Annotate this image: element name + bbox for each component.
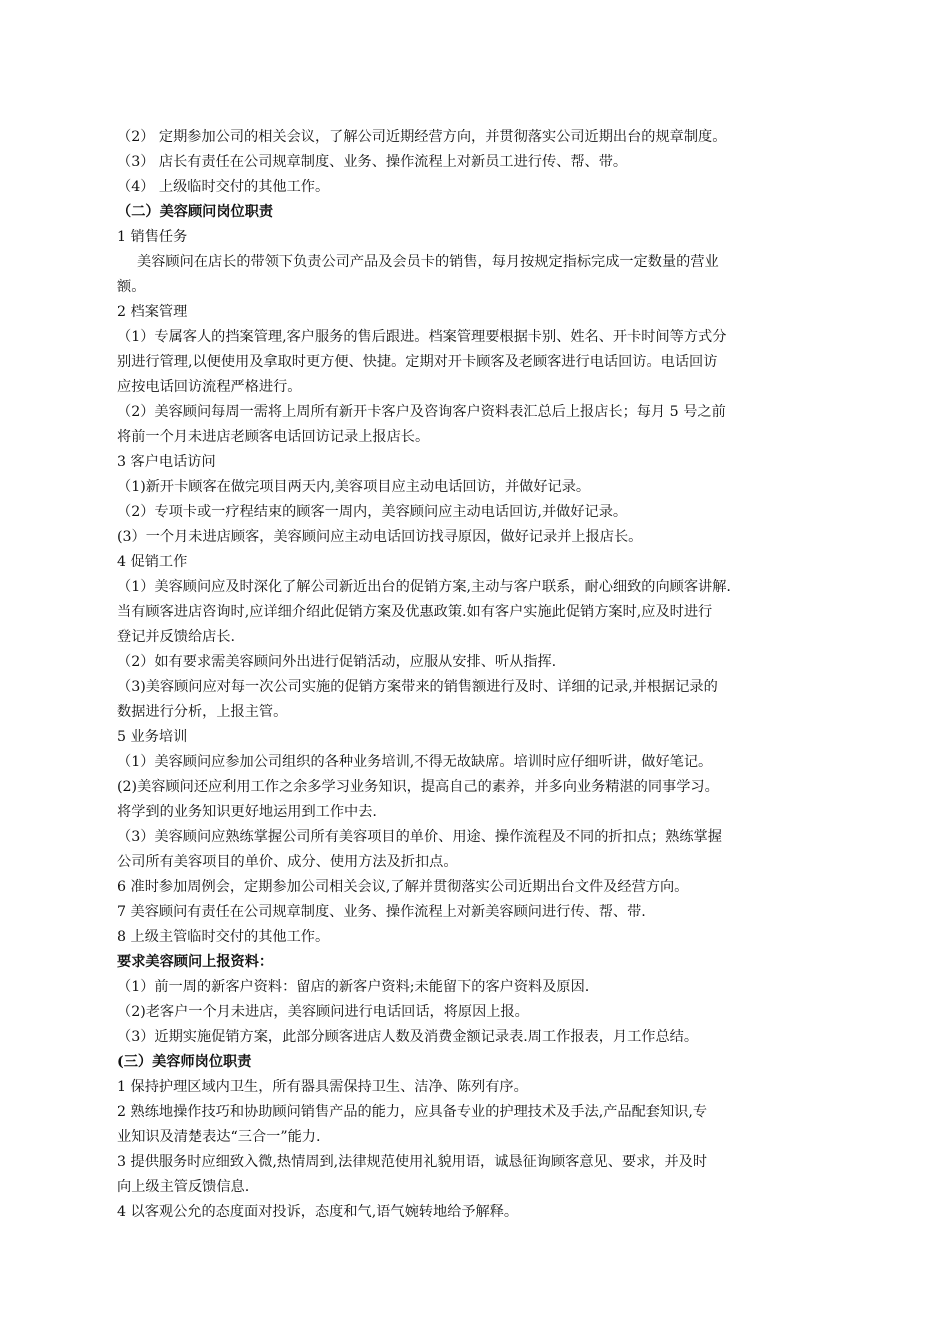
text-line: 美容顾问在店长的带领下负责公司产品及会员卡的销售，每月按规定指标完成一定数量的营业	[137, 254, 719, 270]
text-line: 登记并反馈给店长.	[117, 629, 236, 645]
text-line: （2）如有要求需美容顾问外出进行促销活动，应服从安排、听从指挥.	[117, 654, 557, 670]
item-heading: 8 上级主管临时交付的其他工作。	[117, 929, 330, 945]
text-line: 将前一个月未进店老顾客电话回访记录上报店长。	[117, 429, 430, 445]
text-line: （1）美容顾问应参加公司组织的各种业务培训,不得无故缺席。培训时应仔细听讲，做好笔记。	[117, 754, 713, 770]
text-line: 额。	[117, 279, 146, 295]
text-line: 别进行管理,以便使用及拿取时更方便、快捷。定期对开卡顾客及老顾客进行电话回访。电话回访	[117, 354, 718, 370]
item-heading: 6 准时参加周例会，定期参加公司相关会议,了解并贯彻落实公司近期出台文件及经营方向。	[117, 879, 689, 895]
item-heading: 4 以客观公允的态度面对投诉，态度和气,语气婉转地给予解释。	[117, 1204, 519, 1220]
section-heading: (三）美容师岗位职责	[117, 1054, 252, 1070]
text-line: 业知识及清楚表达“三合一”能力.	[117, 1129, 321, 1145]
section-heading: （二）美容顾问岗位职责	[117, 204, 274, 220]
text-line: （2）专项卡或一疗程结束的顾客一周内，美容顾问应主动电话回访,并做好记录。	[117, 504, 628, 520]
section-heading: 要求美容顾问上报资料：	[117, 954, 274, 970]
item-heading: 2 档案管理	[117, 304, 188, 320]
text-line: （1）前一周的新客户资料：留店的新客户资料;未能留下的客户资料及原因.	[117, 979, 590, 995]
text-line: (2)美容顾问还应利用工作之余多学习业务知识，提高自己的素养，并多向业务精湛的同事学习。	[117, 779, 719, 795]
text-line: 当有顾客进店咨询时,应详细介绍此促销方案及优惠政策.如有客户实施此促销方案时,应及时进行	[117, 604, 713, 620]
item-heading: 3 客户电话访问	[117, 454, 216, 470]
text-line: （2)老客户一个月未进店，美容顾问进行电话回话，将原因上报。	[117, 1004, 529, 1020]
text-line: （3）美容顾问应熟练掌握公司所有美容项目的单价、用途、操作流程及不同的折扣点；熟练掌握	[117, 829, 722, 845]
item-heading: 7 美容顾问有责任在公司规章制度、业务、操作流程上对新美容顾问进行传、帮、带.	[117, 904, 646, 920]
text-line: （2）美容顾问每周一需将上周所有新开卡客户及咨询客户资料表汇总后上报店长；每月 5 号之前	[117, 404, 726, 420]
text-line: 将学到的业务知识更好地运用到工作中去.	[117, 804, 377, 820]
text-line: 向上级主管反馈信息.	[117, 1179, 250, 1195]
text-line: （1)新开卡顾客在做完项目两天内,美容项目应主动电话回访，并做好记录。	[117, 479, 591, 495]
text-line: （3）近期实施促销方案，此部分顾客进店人数及消费金额记录表.周工作报表，月工作总结。	[117, 1029, 699, 1045]
item-heading: 1 销售任务	[117, 229, 188, 245]
text-line: （3)美容顾问应对每一次公司实施的促销方案带来的销售额进行及时、详细的记录,并根据记录的	[117, 679, 718, 695]
text-line: 公司所有美容项目的单价、成分、使用方法及折扣点。	[117, 854, 458, 870]
text-line: （4） 上级临时交付的其他工作。	[117, 179, 330, 195]
text-line: 数据进行分析，上报主管。	[117, 704, 288, 720]
item-heading: 2 熟练地操作技巧和协助顾问销售产品的能力，应具备专业的护理技术及手法,产品配套知识,专	[117, 1104, 708, 1120]
item-heading: 4 促销工作	[117, 554, 188, 570]
item-heading: 5 业务培训	[117, 729, 188, 745]
text-line: （3） 店长有责任在公司规章制度、业务、操作流程上对新员工进行传、帮、带。	[117, 154, 628, 170]
text-line: （1）美容顾问应及时深化了解公司新近出台的促销方案,主动与客户联系，耐心细致的向顾客讲解.	[117, 579, 731, 595]
text-line: (3）一个月未进店顾客，美容顾问应主动电话回访找寻原因，做好记录并上报店长。	[117, 529, 643, 545]
item-heading: 1 保持护理区域内卫生，所有器具需保持卫生、洁净、陈列有序。	[117, 1079, 528, 1095]
text-line: （2） 定期参加公司的相关会议，了解公司近期经营方向，并贯彻落实公司近期出台的规章制度。	[117, 129, 727, 145]
text-line: （1）专属客人的挡案管理,客户服务的售后跟进。档案管理要根据卡别、姓名、开卡时间等方式分	[117, 329, 727, 345]
text-line: 应按电话回访流程严格进行。	[117, 379, 302, 395]
item-heading: 3 提供服务时应细致入微,热情周到,法律规范使用礼貌用语，诚恳征询顾客意见、要求，并及时	[117, 1154, 708, 1170]
